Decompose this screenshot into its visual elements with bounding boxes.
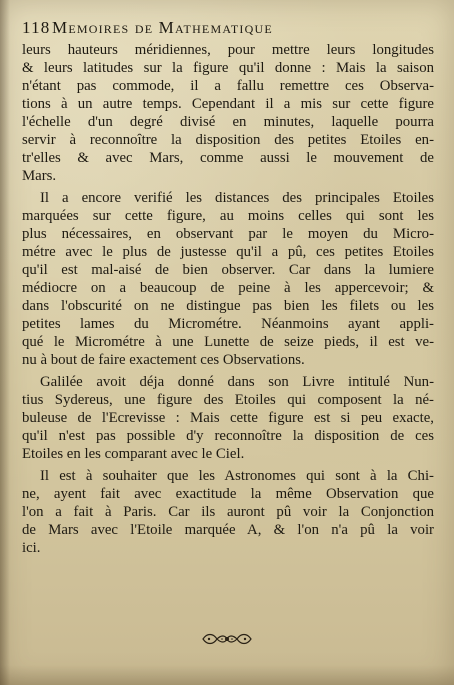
text-line: dans l'obscurité on ne distingue pas bien les filets ou les (22, 298, 434, 314)
text-line: Etoiles en les comparant avec le Ciel. (22, 446, 245, 462)
text-line: plus nécessaires, en observant par le moyen du Micro- (22, 226, 434, 242)
text-line: qué le Micrométre à une Lunette de seize pieds, il est ve- (22, 334, 434, 350)
text-line: tius Sydereus, une figure des Etoiles qui composent la né- (22, 392, 434, 408)
text-line: Il a encore verifié les distances des principales Etoiles (40, 190, 434, 206)
page-number: 118 (22, 18, 51, 37)
text-line: Il est à souhaiter que les Astronomes qui sont à la Chi- (40, 468, 434, 484)
paragraph-4 (22, 467, 434, 557)
text-line: leurs hauteurs méridiennes, pour mettre leurs longitudes (22, 42, 434, 58)
paragraph-1 (22, 41, 434, 185)
text-line: ici. (22, 540, 41, 556)
running-title: Memoires de Mathematique (52, 18, 273, 37)
page-text (22, 41, 434, 561)
text-line: qu'il n'est pas possible d'y reconnoître la disposition de ces (22, 428, 434, 444)
text-line: buleuse de l'Ecrevisse : Mais cette figure est si peu exacte, (22, 410, 434, 426)
text-line: l'on a fait à Paris. Car ils auront pû voir la Conjonction (22, 504, 434, 520)
text-line: tions à un autre temps. Cependant il a mis sur cette figure (22, 96, 434, 112)
text-line: qu'il est mal-aisé de bien observer. Car dans la lumiere (22, 262, 434, 278)
text-line: nu à bout de faire exactement ces Observations. (22, 352, 305, 368)
printer-ornament-icon (198, 630, 256, 648)
text-line: ne, ayent fait avec exactitude la même Observation que (22, 486, 434, 502)
text-line: de Mars avec l'Etoile marquée A, & l'on n'a pû la voir (22, 522, 434, 538)
running-header (22, 18, 434, 42)
paragraph-2 (22, 189, 434, 369)
text-line: tr'elles & avec Mars, comme aussi le mouvement de (22, 150, 434, 166)
text-line: médiocre on a beaucoup de peine à les appercevoir; & (22, 280, 434, 296)
text-line: marquées sur cette figure, au moins celles qui sont les (22, 208, 434, 224)
text-line: servir à reconnoître la disposition des petites Etoiles en- (22, 132, 434, 148)
text-line: métre avec le plus de justesse qu'il a pû, ces petites Etoiles (22, 244, 434, 260)
text-line: n'étant pas commode, il a fallu remettre ces Observa- (22, 78, 434, 94)
text-line: Galilée avoit déja donné dans son Livre intitulé Nun- (40, 374, 434, 390)
page-shadow (0, 665, 454, 685)
text-line: & leurs latitudes sur la figure qu'il donne : Mais la saison (22, 60, 434, 76)
text-line: Mars. (22, 168, 57, 184)
text-line: petites lames du Micrométre. Néanmoins ayant appli- (22, 316, 434, 332)
text-line: l'échelle d'un degré divisé en minutes, laquelle pourra (22, 114, 434, 130)
page-gutter (0, 0, 10, 685)
paragraph-3 (22, 373, 434, 463)
